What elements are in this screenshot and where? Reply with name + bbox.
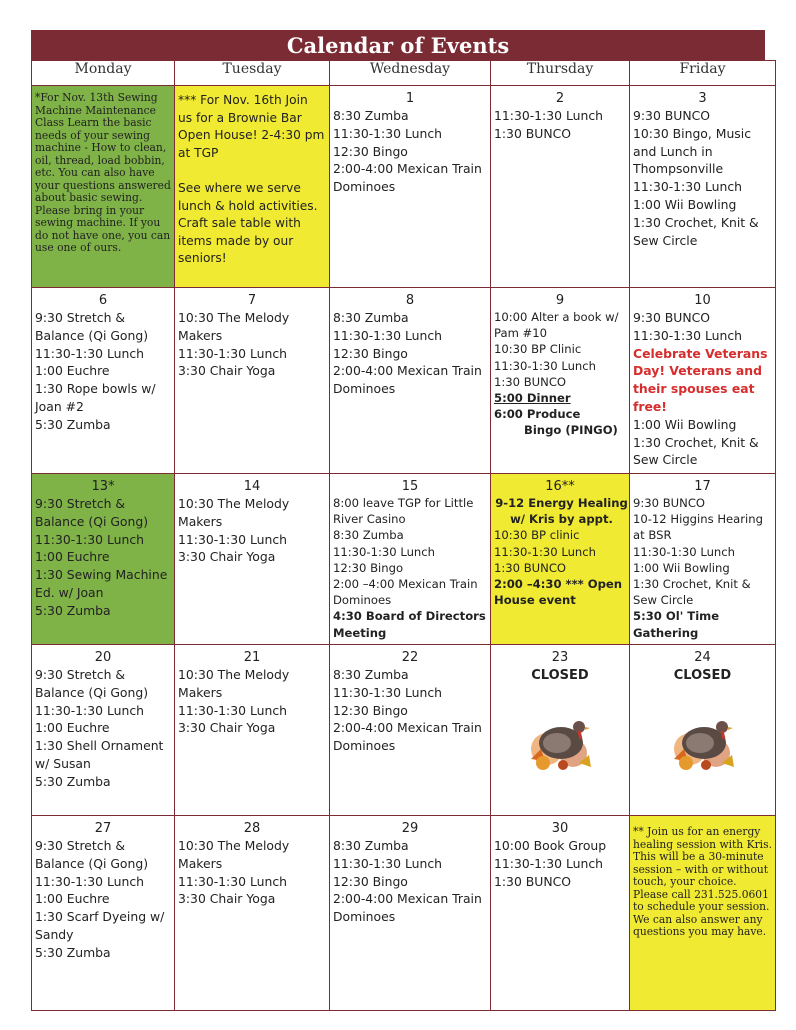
day-cell [32, 816, 175, 1011]
day-events: 8:30 Zumba 11:30-1:30 Lunch 12:30 Bingo 2:00-4:00 Mexican Train Dominoes [333, 667, 482, 754]
day-number: 13* [91, 479, 115, 494]
day-events: 8:30 Zumba 11:30-1:30 Lunch 12:30 Bingo 2:00-4:00 Mexican Train Dominoes [333, 310, 482, 397]
week-row [32, 474, 776, 645]
day-events: 10:30 BP clinic 11:30-1:30 Lunch 1:30 BUNCO [494, 528, 596, 575]
day-number: 17 [694, 479, 711, 494]
day-events: 8:30 Zumba 11:30-1:30 Lunch 12:30 Bingo 2:00-4:00 Mexican Train Dominoes [333, 108, 482, 195]
day-events: 9:30 Stretch & Balance (Qi Gong) 11:30-1:30 Lunch 1:00 Euchre 1:30 Scarf Dyeing w/ Sandy 5:30 Zumba [35, 838, 165, 960]
day-cell [491, 474, 630, 645]
day-events: 9:30 Stretch & Balance (Qi Gong) 11:30-1:30 Lunch 1:00 Euchre 1:30 Shell Ornament w/ Susan 5:30 Zumba [35, 667, 164, 789]
day-cell [491, 645, 630, 816]
day-cell [630, 645, 776, 816]
day-events: 8:30 Zumba 11:30-1:30 Lunch 12:30 Bingo 2:00-4:00 Mexican Train Dominoes [333, 838, 482, 925]
day-cell [330, 645, 491, 816]
day-cell [630, 288, 776, 474]
week-row [32, 645, 776, 816]
day-cell [330, 816, 491, 1011]
dinner-event: 5:00 Dinner [494, 391, 571, 406]
day-events: 10:30 The Melody Makers 11:30-1:30 Lunch 3:30 Chair Yoga [178, 496, 290, 565]
day-number: 14 [243, 479, 261, 494]
day-number: 6 [98, 293, 108, 308]
day-cell [491, 816, 630, 1011]
day-number: 16** [545, 479, 575, 494]
day-number: 1 [405, 91, 415, 106]
produce-event: 6:00 Produce [494, 407, 581, 422]
day-number: 7 [247, 293, 257, 308]
day-events: 10:30 The Melody Makers 11:30-1:30 Lunch 3:30 Chair Yoga [178, 310, 290, 379]
day-events: 9:30 Stretch & Balance (Qi Gong) 11:30-1:30 Lunch 1:00 Euchre 1:30 Sewing Machine Ed. w/ Joan 5:30 Zumba [35, 496, 168, 618]
closed-label: CLOSED [673, 668, 732, 683]
day-events: 9:30 BUNCO 11:30-1:30 Lunch [633, 310, 742, 343]
day-cell [491, 288, 630, 474]
day-number: 30 [551, 821, 569, 836]
calendar-grid [31, 60, 776, 1011]
weekday-wednesday: Wednesday [330, 61, 491, 86]
energy-healing-note-cell [630, 816, 776, 1011]
day-events: 11:30-1:30 Lunch 1:30 BUNCO [494, 108, 603, 141]
day-events: 1:00 Wii Bowling 1:30 Crochet, Knit & Sew Circle [633, 416, 759, 468]
sewing-class-note: *For Nov. 13th Sewing Machine Maintenance Class Learn the basic needs of your sewing machine - How to clean, oil, thread, load bobbin, etc. You can also have your questions answered about basic sewing. Please bring in your sewing machine. If you do not have one, you can use one of ours. [35, 91, 171, 254]
turkey-icon [519, 697, 601, 779]
week-row [32, 86, 776, 288]
day-number: 20 [94, 650, 112, 665]
day-number: 23 [551, 650, 569, 665]
day-number: 15 [401, 479, 419, 494]
day-events: 10:00 Alter a book w/ Pam #10 10:30 BP Clinic 11:30-1:30 Lunch 1:30 BUNCO [494, 310, 619, 389]
veterans-day-notice: Celebrate Veterans Day! Veterans and their spouses eat free! [633, 345, 768, 414]
day-events: 10:30 The Melody Makers 11:30-1:30 Lunch 3:30 Chair Yoga [178, 667, 290, 736]
page-title: Calendar of Events [286, 33, 510, 58]
weekday-header-row [32, 61, 776, 86]
day-events: 8:00 leave TGP for Little River Casino 8:30 Zumba 11:30-1:30 Lunch 12:30 Bingo 2:00 –4:00 Mexican Train Dominoes [333, 496, 478, 608]
week-row [32, 288, 776, 474]
day-events: 10:00 Book Group 11:30-1:30 Lunch 1:30 BUNCO [494, 838, 607, 889]
day-cell [175, 645, 330, 816]
ol-time-gathering-event: 5:30 Ol' Time Gathering [633, 609, 720, 640]
day-cell [32, 474, 175, 645]
day-number: 21 [243, 650, 261, 665]
day-number: 3 [698, 91, 707, 106]
day-cell [330, 86, 491, 288]
brownie-bar-note: *** For Nov. 16th Join us for a Brownie Bar Open House! 2-4:30 pm at TGP See where we serve lunch & hold activities. Craft sale table with items made by our seniors! [178, 93, 325, 266]
open-house-event: 2:00 –4:30 *** Open House event [494, 577, 623, 608]
weekday-thursday: Thursday [491, 61, 630, 86]
day-events: 9:30 BUNCO 10-12 Higgins Hearing at BSR 11:30-1:30 Lunch 1:00 Wii Bowling 1:30 Crochet, Knit & Sew Circle [633, 496, 763, 608]
weekday-monday: Monday [32, 61, 175, 86]
energy-healing-note: ** Join us for an energy healing session with Kris. This will be a 30-minute session – with or without touch, your choice. Please call 231.525.0601 to schedule your session. We can also answer any questions you may have. [633, 825, 772, 938]
day-cell [491, 86, 630, 288]
turkey-icon [662, 697, 744, 779]
day-number: 28 [243, 821, 261, 836]
board-meeting-event: 4:30 Board of Directors Meeting [333, 609, 486, 640]
day-number: 27 [94, 821, 112, 836]
day-number: 8 [405, 293, 415, 308]
day-cell [32, 645, 175, 816]
closed-label: CLOSED [531, 668, 589, 683]
day-cell [330, 474, 491, 645]
day-events: 9:30 Stretch & Balance (Qi Gong) 11:30-1:30 Lunch 1:00 Euchre 1:30 Rope bowls w/ Joan #2 5:30 Zumba [35, 310, 156, 432]
week-row [32, 816, 776, 1011]
sewing-class-note-cell [32, 86, 175, 288]
day-events: 10:30 The Melody Makers 11:30-1:30 Lunch 3:30 Chair Yoga [178, 838, 290, 907]
day-number: 22 [401, 650, 419, 665]
day-cell [630, 86, 776, 288]
day-events: 9:30 BUNCO 10:30 Bingo, Music and Lunch in Thompsonville 11:30-1:30 Lunch 1:00 Wii Bowling 1:30 Crochet, Knit & Sew Circle [633, 108, 759, 248]
weekday-friday: Friday [630, 61, 776, 86]
day-cell [175, 474, 330, 645]
energy-healing-event: 9-12 Energy Healing w/ Kris by appt. [495, 496, 628, 527]
day-cell [630, 474, 776, 645]
day-number: 10 [694, 293, 711, 308]
day-cell [175, 816, 330, 1011]
day-number: 2 [555, 91, 565, 106]
day-number: 9 [555, 293, 565, 308]
calendar-header [31, 30, 765, 60]
pingo-event: Bingo (PINGO) [524, 423, 618, 438]
day-number: 29 [401, 821, 419, 836]
day-cell [175, 288, 330, 474]
brownie-bar-note-cell [175, 86, 330, 288]
day-number: 24 [694, 650, 711, 665]
day-cell [32, 288, 175, 474]
weekday-tuesday: Tuesday [175, 61, 330, 86]
day-cell [330, 288, 491, 474]
